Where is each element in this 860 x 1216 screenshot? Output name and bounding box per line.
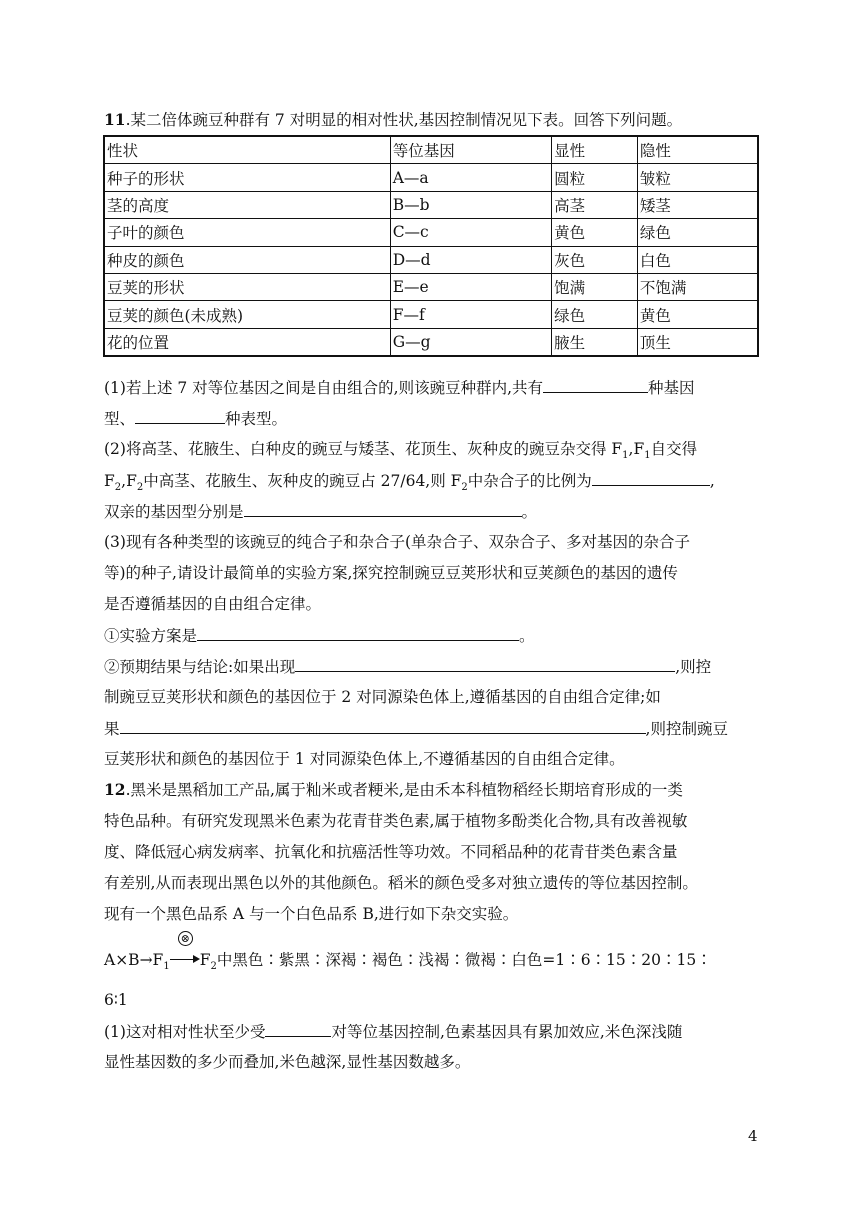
selfing-symbol: ⊗ (178, 931, 193, 946)
q11-part3-text: 。 (519, 627, 535, 645)
table-cell: 高茎 (552, 191, 638, 218)
q11-part3-text: ,则控制豌豆 (645, 720, 728, 738)
answer-blank-genotype-count[interactable] (543, 377, 648, 393)
table-cell: C—c (390, 219, 551, 246)
table-cell: 豆荚的形状 (104, 273, 390, 300)
q11-part2-line1 (104, 439, 697, 466)
table-cell: 种皮的颜色 (104, 246, 390, 273)
q12-line1 (104, 780, 683, 800)
q11-part3-text: 果 (104, 720, 120, 738)
q11-part2-text: F (104, 472, 115, 490)
table-cell: A—a (390, 164, 551, 191)
table-cell: 黄色 (552, 219, 638, 246)
answer-blank-expected-result-2[interactable] (120, 718, 646, 734)
subscript: 1 (163, 961, 170, 973)
table-cell: 茎的高度 (104, 191, 390, 218)
q12-number: 12 (104, 780, 126, 799)
trait-table (103, 135, 759, 357)
table-cell: 子叶的颜色 (104, 219, 390, 246)
q11-part2-line3 (104, 501, 537, 522)
q11-part3-text: ,则控 (675, 658, 712, 676)
q11-part2-text: 自交得 (650, 440, 698, 458)
table-header-row (104, 136, 758, 164)
q12-part1-text: 对等位基因控制,色素基因具有累加效应,米色深浅随 (331, 1023, 683, 1041)
q11-stem (104, 110, 682, 130)
table-cell: F—f (390, 301, 551, 328)
cross-text: A×B→F (104, 951, 164, 969)
table-cell: 腋生 (552, 328, 638, 356)
table-row (104, 246, 758, 273)
q11-part3-line3: 是否遵循基因的自由组合定律。 (104, 595, 322, 613)
table-cell: 豆荚的颜色(未成熟) (104, 301, 390, 328)
q11-part1-line2 (104, 408, 287, 429)
table-cell: E—e (390, 273, 551, 300)
q11-part3-line5 (104, 656, 711, 677)
table-header-cell: 等位基因 (390, 136, 551, 164)
table-row (104, 301, 758, 328)
subscript: 1 (644, 450, 651, 462)
table-cell: G—g (390, 328, 551, 356)
q11-part3-text: ②预期结果与结论:如果出现 (104, 658, 296, 676)
q11-part3-line1: (3)现有各种类型的该豌豆的纯合子和杂合子(单杂合子、双杂合子、多对基因的杂合子 (104, 533, 691, 551)
selfing-arrow-icon (170, 932, 200, 965)
table-cell: D—d (390, 246, 551, 273)
answer-blank-parent-genotypes[interactable] (244, 501, 522, 517)
answer-blank-experiment-plan[interactable] (197, 625, 519, 641)
subscript: 2 (114, 482, 122, 494)
table-cell: 饱满 (552, 273, 638, 300)
cross-ratio-text: 中黑色∶紫黑∶深褐∶褐色∶浅褐∶微褐∶白色=1∶6∶15∶20∶15∶ (216, 951, 712, 969)
subscript: 2 (136, 482, 144, 494)
q11-part3-line6: 制豌豆豆荚形状和颜色的基因位于 2 对同源染色体上,遵循基因的自由组合定律;如 (104, 688, 661, 706)
table-row (104, 328, 758, 356)
table-row (104, 219, 758, 246)
table-cell: 白色 (637, 246, 758, 273)
page-number: 4 (748, 1127, 758, 1145)
q12-cross-line1 (104, 932, 712, 977)
table-row (104, 273, 758, 300)
table-cell: 种子的形状 (104, 164, 390, 191)
q11-number: 11 (104, 110, 126, 129)
q12-line4: 有差别,从而表现出黑色以外的其他颜色。稻米的颜色受多对独立遗传的等位基因控制。 (104, 874, 698, 892)
q11-part3-line7 (104, 718, 728, 739)
table-header-cell: 显性 (552, 136, 638, 164)
table-cell: 绿色 (637, 219, 758, 246)
q12-cross-line2: 6∶1 (104, 991, 128, 1009)
q11-part2-text: 双亲的基因型分别是 (104, 503, 244, 521)
q11-part2-text: ,F (628, 440, 645, 458)
q11-part3-text: ①实验方案是 (104, 627, 198, 645)
table-cell: 皱粒 (637, 164, 758, 191)
q11-stem-text: .某二倍体豌豆种群有 7 对明显的相对性状,基因控制情况见下表。回答下列问题。 (125, 111, 683, 129)
table-row (104, 164, 758, 191)
q12-line2: 特色品种。有研究发现黑米色素为花青苷类色素,属于植物多酚类化合物,具有改善视敏 (104, 812, 688, 830)
q11-part2-line2 (104, 470, 715, 498)
q11-part3-line2: 等)的种子,请设计最简单的实验方案,探究控制豌豆豆荚形状和豆荚颜色的基因的遗传 (104, 564, 678, 582)
q11-part2-text: 中高茎、花腋生、灰种皮的豌豆占 27/64,则 F (143, 472, 462, 490)
subscript: 2 (461, 482, 468, 494)
q11-part1-text: (1)若上述 7 对等位基因之间是自由组合的,则该豌豆种群内,共有 (104, 379, 544, 397)
q12-line5: 现有一个黑色品系 A 与一个白色品系 B,进行如下杂交实验。 (104, 905, 519, 923)
answer-blank-heterozygote-ratio[interactable] (592, 470, 710, 486)
q11-part2-text: , (709, 472, 715, 490)
table-cell: 圆粒 (552, 164, 638, 191)
q11-part1-text: 种表型。 (225, 410, 288, 428)
table-cell: 不饱满 (637, 273, 758, 300)
q11-part2-text: ,F (121, 472, 137, 490)
answer-blank-expected-result-1[interactable] (295, 656, 675, 672)
table-cell: 黄色 (637, 301, 758, 328)
q11-part1-text: 型、 (104, 410, 136, 428)
subscript: 2 (210, 961, 217, 973)
cross-text: F (199, 951, 211, 969)
q11-part2-text: (2)将高茎、花腋生、白种皮的豌豆与矮茎、花顶生、灰种皮的豌豆杂交得 F (104, 440, 623, 458)
table-cell: 矮茎 (637, 191, 758, 218)
q12-line3: 度、降低冠心病发病率、抗氧化和抗癌活性等功效。不同稻品种的花青苷类色素含量 (104, 843, 678, 861)
trait-table-body (104, 136, 758, 356)
answer-blank-gene-pairs[interactable] (265, 1021, 331, 1037)
table-header-cell: 隐性 (637, 136, 758, 164)
table-cell: 花的位置 (104, 328, 390, 356)
q11-part1-line1 (104, 377, 695, 398)
q11-part2-text: 。 (521, 503, 538, 521)
table-cell: B—b (390, 191, 551, 218)
table-row (104, 191, 758, 218)
subscript: 1 (622, 450, 629, 462)
answer-blank-phenotype-count[interactable] (135, 408, 225, 424)
table-cell: 顶生 (637, 328, 758, 356)
q12-part1-line2: 显性基因数的多少而叠加,米色越深,显性基因数越多。 (104, 1053, 471, 1071)
q12-part1-line1 (104, 1021, 682, 1042)
q11-part2-text: 中杂合子的比例为 (467, 472, 592, 490)
q11-part3-line8: 豆荚形状和颜色的基因位于 1 对同源染色体上,不遵循基因的自由组合定律。 (104, 750, 625, 768)
q11-part1-text: 种基因 (648, 379, 695, 397)
q11-part3-line4 (104, 625, 535, 646)
q12-text: .黑米是黑稻加工产品,属于籼米或者粳米,是由禾本科植物稻经长期培育形成的一类 (125, 781, 683, 799)
table-cell: 绿色 (552, 301, 638, 328)
table-cell: 灰色 (552, 246, 638, 273)
table-header-cell: 性状 (104, 136, 390, 164)
q12-part1-text: (1)这对相对性状至少受 (104, 1023, 266, 1041)
